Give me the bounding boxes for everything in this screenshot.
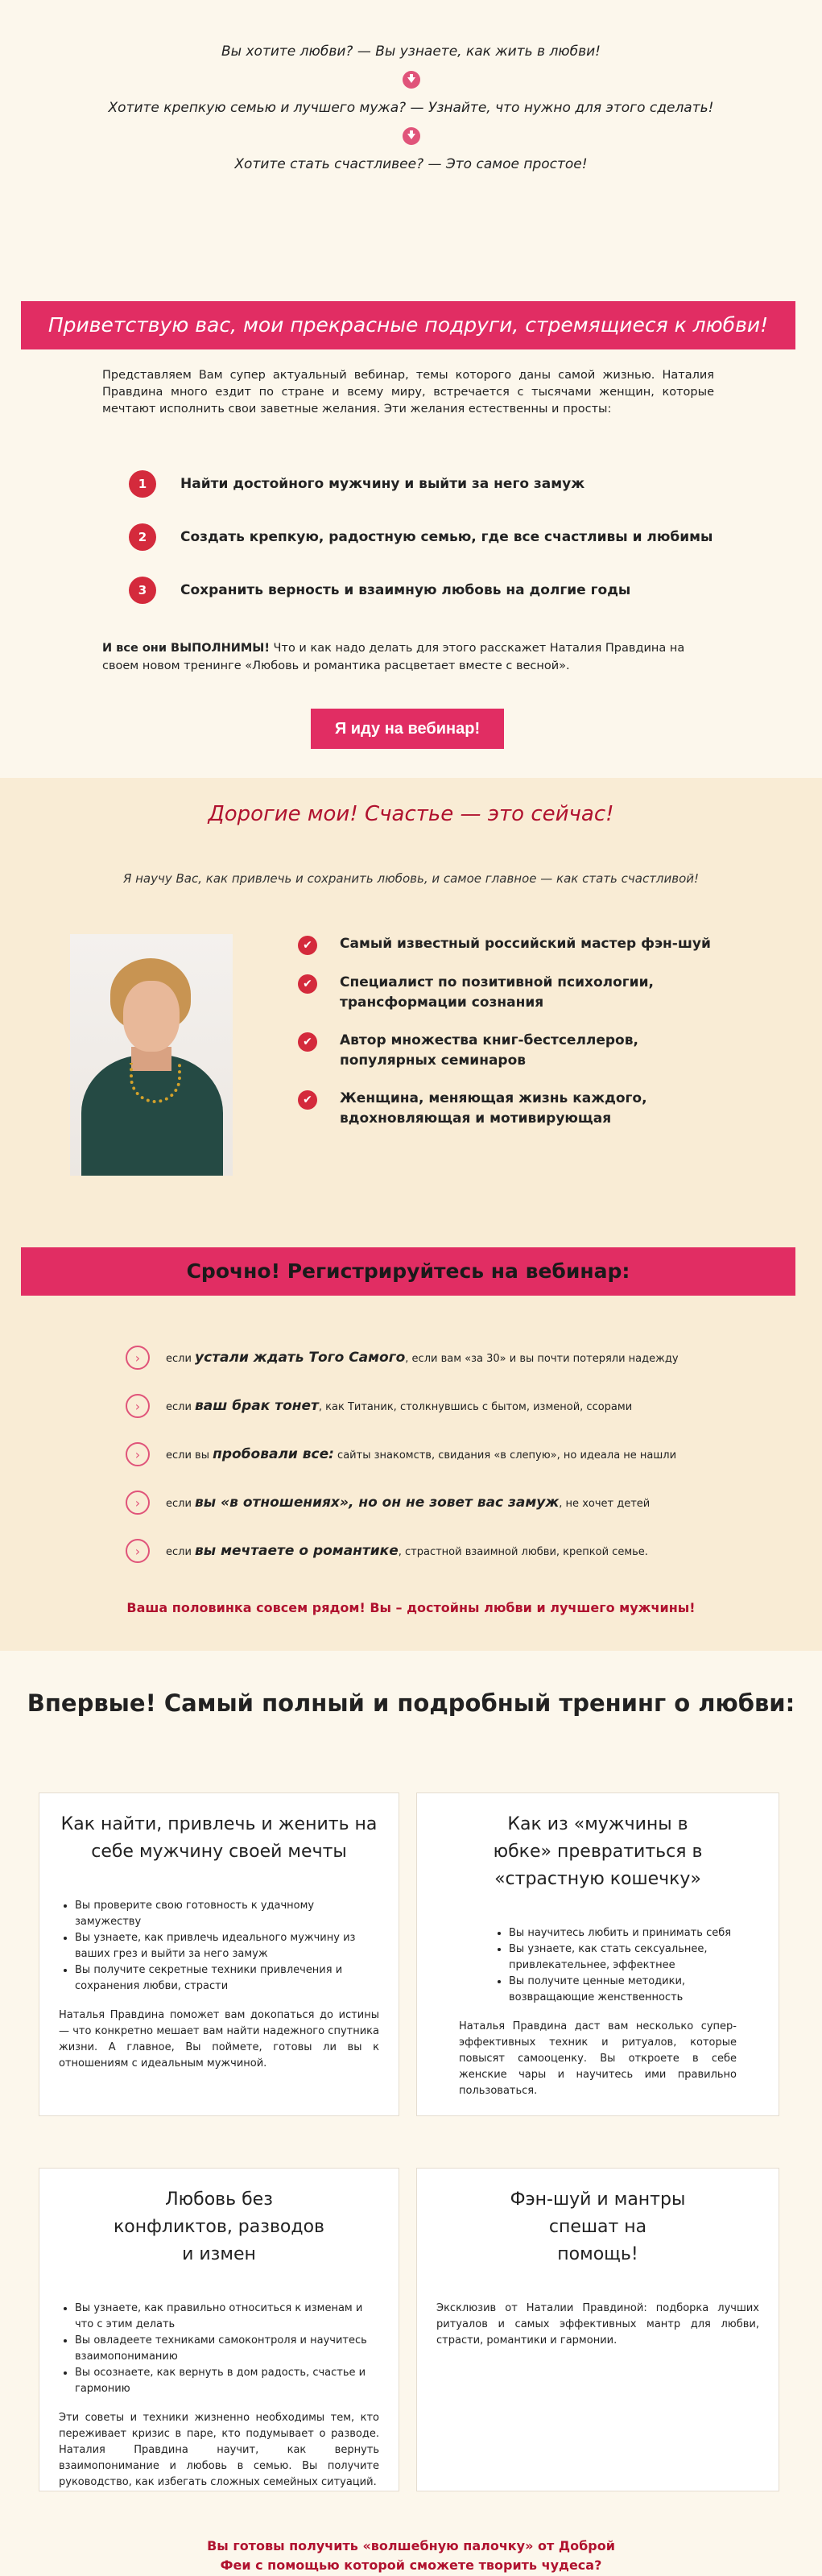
chevron-right-icon: › xyxy=(126,1539,150,1563)
credential-text: Женщина, меняющая жизнь каждого, вдохновляющая и мотивирующая xyxy=(340,1090,647,1127)
card-list: • Вы научитесь любить и принимать себя • Вы узнаете, как стать сексуальнее, привлекательнее, эффектнее • Вы получите ценные методики, возвращающие женственность xyxy=(436,1925,759,2006)
card-title: Как из «мужчины в юбке» превратиться в «страстную кошечку» xyxy=(493,1814,703,1889)
wish-item xyxy=(129,457,741,511)
number-badge-icon: 1 xyxy=(129,470,156,498)
register-button[interactable]: Я иду на вебинар! xyxy=(311,709,504,749)
credential-item xyxy=(298,934,797,955)
topic-card xyxy=(416,1792,779,2116)
register-banner xyxy=(21,1247,795,1296)
number-badge-icon: 2 xyxy=(129,523,156,551)
credential-text: Самый известный российский мастер фэн-шуй xyxy=(340,936,711,952)
arrow-down-icon xyxy=(403,127,420,145)
credential-text: Специалист по позитивной психологии, трансформации сознания xyxy=(340,974,654,1011)
chevron-right-icon: › xyxy=(126,1442,150,1466)
chevron-right-icon: › xyxy=(126,1394,150,1418)
register-banner-text: Срочно! Регистрируйтесь на вебинар: xyxy=(186,1259,630,1283)
condition-item: › если вы мечтаете о романтике, страстной взаимной любви, крепкой семье. xyxy=(126,1527,786,1575)
training-heading: Впервые! Самый полный и подробный тренинг о любви: xyxy=(27,1689,795,1717)
outro-bold: И все они ВЫПОЛНИМЫ! xyxy=(102,642,270,655)
hero-line-3: Хотите стать счастливее? — Это самое простое! xyxy=(234,156,588,172)
about-heading: Дорогие мои! Счастье — это сейчас! xyxy=(208,802,614,826)
outro-rest: Что и как надо делать для этого расскажет Наталия Правдина на своем новом тренинге «Любовь и романтика расцветает вместе с весной». xyxy=(102,642,685,672)
topic-card xyxy=(39,2168,399,2491)
hero xyxy=(0,0,822,298)
wish-text: Сохранить верность и взаимную любовь на долгие годы xyxy=(180,582,631,598)
condition-item: › если ваш брак тонет, как Титаник, столкнувшись с бытом, изменой, ссорами xyxy=(126,1382,786,1430)
chevron-right-icon: › xyxy=(126,1491,150,1515)
card-text: Наталья Правдина даст вам несколько супер-эффективных техник и ритуалов, которые повысят самооценку. Вы откроете в себе женские чары и научитесь ими правильно пользоваться. xyxy=(459,2020,737,2097)
greeting-banner: Приветствую вас, мои прекрасные подруги, стремящиеся к любви! xyxy=(21,301,795,349)
number-badge-icon: 3 xyxy=(129,577,156,604)
wish-text: Создать крепкую, радостную семью, где все счастливы и любимы xyxy=(180,529,713,545)
card-title: Как найти, привлечь и женить на себе мужчину своей мечты xyxy=(60,1814,378,1862)
card-list: • Вы проверите свою готовность к удачному замужеству • Вы узнаете, как привлечь идеального мужчину из ваших грез и выйти за него замуж • Вы получите секретные техники привлечения и сохранения любви, страсти xyxy=(59,1898,379,1995)
tail-note: Ваша половинка совсем рядом! Вы – достойны любви и лучшего мужчины! xyxy=(126,1600,696,1615)
check-icon: ✔ xyxy=(298,1032,317,1052)
about-subheading: Я научу Вас, как привлечь и сохранить любовь, и самое главное — как стать счастливой! xyxy=(122,871,700,886)
check-icon: ✔ xyxy=(298,974,317,994)
card-text: Эти советы и техники жизненно необходимы тем, кто переживает кризис в паре, кто подумывает о разводе. Наталия Правдина научит, как вернуть взаимопонимание и любовь в семью. Вы получите руководство, как избегать сложных семейных ситуаций. xyxy=(59,2412,379,2488)
wish-item xyxy=(129,511,741,564)
hero-line-2: Хотите крепкую семью и лучшего мужа? — Узнайте, что нужно для этого сделать! xyxy=(108,100,714,116)
outro-text xyxy=(102,639,714,675)
arrow-down-icon xyxy=(403,71,420,89)
check-icon: ✔ xyxy=(298,1090,317,1110)
wish-list xyxy=(129,457,741,617)
card-title: Фэн-шуй и мантры спешат на помощь! xyxy=(510,2189,686,2264)
credentials-list xyxy=(298,934,797,1147)
final-question: Вы готовы получить «волшебную палочку» от Доброй Феи с помощью которой сможете творить чудеса? xyxy=(207,2538,615,2573)
condition-list xyxy=(126,1333,786,1575)
hero-line-1: Вы хотите любви? — Вы узнаете, как жить в любви! xyxy=(221,43,601,60)
condition-item: › если вы «в отношениях», но он не зовет вас замуж, не хочет детей xyxy=(126,1478,786,1527)
card-list: • Вы узнаете, как правильно относиться к изменам и что с этим делать • Вы овладеете техниками самоконтроля и научитесь взаимопониманию • Вы осознаете, как вернуть в дом радость, счастье и гармонию xyxy=(59,2301,379,2397)
condition-item: › если вы пробовали все: сайты знакомств, свидания «в слепую», но идеала не нашли xyxy=(126,1430,786,1478)
topic-card xyxy=(416,2168,779,2491)
wish-item xyxy=(129,564,741,617)
wish-text: Найти достойного мужчину и выйти за него замуж xyxy=(180,476,585,492)
credential-item xyxy=(298,973,797,1013)
credential-item xyxy=(298,1031,797,1071)
credential-item xyxy=(298,1089,797,1129)
check-icon: ✔ xyxy=(298,936,317,955)
chevron-right-icon: › xyxy=(126,1346,150,1370)
condition-item: › если устали ждать Того Самого, если вам «за 30» и вы почти потеряли надежду xyxy=(126,1333,786,1382)
credential-text: Автор множества книг-бестселлеров, популярных семинаров xyxy=(340,1032,638,1069)
intro-text: Представляем Вам супер актуальный вебинар, темы которого даны самой жизнью. Наталия Правдина много ездит по стране и всему миру, встречается с тысячами женщин, которые мечтают исполнить свои заветные желания. Эти желания естественны и просты: xyxy=(102,369,714,416)
author-photo xyxy=(70,934,233,1176)
topic-card xyxy=(39,1792,399,2116)
card-text: Наталья Правдина поможет вам докопаться до истины — что конкретно мешает вам найти надежного спутника жизни. А главное, Вы поймете, готовы ли вы к отношениям с идеальным мужчиной. xyxy=(59,2009,379,2069)
card-text: Эксклюзив от Наталии Правдиной: подборка лучших ритуалов и самых эффективных мантр для любви, страсти, романтики и гармонии. xyxy=(436,2302,759,2347)
card-title: Любовь без конфликтов, разводов и измен xyxy=(113,2189,325,2264)
